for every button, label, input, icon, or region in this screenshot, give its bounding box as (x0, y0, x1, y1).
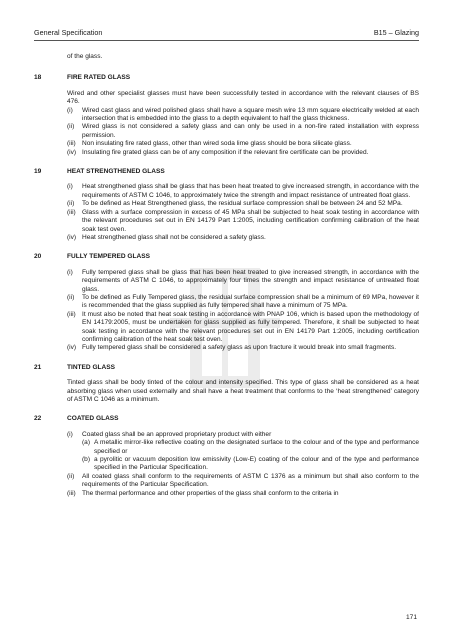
section-title: COATED GLASS (67, 415, 119, 423)
section-title: FIRE RATED GLASS (67, 74, 131, 82)
clause-text: Wired cast glass and wired polished glass shall have a square mesh wire 13 mm square electrically welded at each intersection that is embedded into the glass to a depth equivalent to half the glass thickness. (82, 106, 419, 123)
sub-clause-marker: (b) (82, 456, 91, 464)
clause-body (82, 234, 419, 242)
clause-item (67, 294, 419, 311)
section-number: 22 (34, 415, 42, 423)
clause-marker: (ii) (67, 200, 75, 208)
clause-list (67, 269, 419, 353)
section-heading (34, 74, 419, 82)
clause-list (67, 431, 419, 498)
sub-clause-text: a pyrolitic or vacuum deposition low emissivity (Low-E) coating of the colour and of the type and performance specified in the Particular Specification. (94, 456, 419, 472)
continuation-text: of the glass. (67, 53, 103, 60)
section-number: 18 (34, 74, 42, 82)
clause-marker: (iii) (67, 208, 76, 216)
clause-text: Insulating fire grated glass can be of any composition if the relevant fire certificate can be provided. (82, 148, 369, 156)
header-rule (34, 40, 419, 41)
clause-body (82, 431, 419, 473)
section-20 (34, 253, 419, 352)
section-19 (34, 168, 419, 242)
sub-clause-text: A metallic mirror-like reflective coating on the designated surface to the colour and of the type and performance specified or (94, 439, 419, 455)
document-body (34, 53, 419, 509)
section-paragraph: Tinted glass shall be body tinted of the colour and intensity specified. This type of glass shall be considered as a heat absorbing glass when used externally and shall have a heat treatment that conforms to the ‘heat strengthened’ category of ASTM C 1046 as a minimum. (67, 379, 419, 403)
sub-clause-marker: (a) (82, 439, 91, 447)
section-title: FULLY TEMPERED GLASS (67, 253, 150, 261)
clause-body (82, 344, 419, 352)
clause-item (67, 107, 419, 124)
clause-marker: (iii) (67, 140, 76, 148)
clause-item (67, 123, 419, 140)
clause-marker: (ii) (67, 472, 75, 480)
section-heading (34, 253, 419, 261)
clause-body (82, 107, 419, 124)
clause-text: Wired glass is not considered a safety glass and can only be used in a non-fire rated installation with express permission. (82, 123, 419, 139)
header-left: General Specification (34, 28, 103, 37)
section-22 (34, 415, 419, 498)
clause-marker: (iv) (67, 148, 77, 156)
clause-text: Coated glass shall be an approved proprietary product with either (82, 430, 272, 438)
clause-body (82, 183, 419, 200)
clause-text: The thermal performance and other properties of the glass shall conform to the criteria in (82, 489, 339, 497)
header-right: B15 – Glazing (373, 28, 419, 37)
clause-body (82, 209, 419, 234)
clause-body (82, 294, 419, 311)
clause-list (67, 183, 419, 242)
clause-item (67, 490, 419, 498)
clause-body (82, 149, 419, 157)
section-number: 20 (34, 253, 42, 261)
section-heading (34, 168, 419, 176)
clause-body (82, 140, 419, 148)
section-heading (34, 364, 419, 372)
clause-marker: (iii) (67, 489, 76, 497)
section-heading (34, 415, 419, 423)
clause-item (67, 149, 419, 157)
section-paragraph: Wired and other specialist glasses must have been successfully tested in accordance with the relevant clauses of BS 476. (67, 89, 419, 106)
clause-body (82, 200, 419, 208)
clause-text: Heat strengthened glass shall be glass that has been heat treated to give increased strength, in accordance with the requirements of ASTM C 1046, to approximately twice the strength and impact resistance of untreated float glass. (82, 183, 419, 199)
clause-item (67, 200, 419, 208)
section-21 (34, 364, 419, 405)
clause-text: Glass with a surface compression in excess of 45 MPa shall be subjected to heat soak testing in accordance with the relevant procedures set out in EN 14179 Part 1:2005, including certification confirming calibration of the heat soak test oven. (82, 208, 419, 233)
section-18 (34, 74, 419, 157)
sections-container (34, 74, 419, 498)
clause-item (67, 269, 419, 294)
clause-body (82, 490, 419, 498)
clause-body (82, 269, 419, 294)
section-number: 21 (34, 363, 42, 371)
clause-body (82, 311, 419, 345)
clause-item (67, 431, 419, 473)
clause-marker: (ii) (67, 123, 75, 131)
clause-item (67, 234, 419, 242)
clause-marker: (iii) (67, 310, 76, 318)
clause-text: All coated glass shall conform to the requirements of ASTM C 1376 as a minimum but shall also conform to the requirements of the Particular Specification. (82, 472, 419, 489)
clause-item (67, 473, 419, 490)
sub-clause-item (82, 456, 419, 473)
page-header (34, 28, 419, 40)
clause-body (82, 473, 419, 490)
clause-text: Heat strengthened glass shall not be considered a safety glass. (82, 233, 266, 241)
clause-text: To be defined as Heat Strengthened glass, the residual surface compression shall be between 24 and 52 MPa. (82, 200, 403, 208)
clause-body (82, 123, 419, 140)
clause-text: Fully tempered glass shall be glass that has been heat treated to give increased strength, in accordance with the requirements of ASTM C 1046, to approximately four times the strength and impact resistance of untreated float glass. (82, 268, 419, 293)
clause-item (67, 344, 419, 352)
clause-item (67, 183, 419, 200)
clause-item (67, 140, 419, 148)
sub-clause-item (82, 439, 419, 456)
clause-item (67, 311, 419, 345)
section-title: HEAT STRENGTHENED GLASS (67, 168, 165, 176)
page-number: 171 (405, 614, 417, 621)
clause-marker: (i) (67, 106, 73, 114)
clause-text: To be defined as Fully Tempered glass, the residual surface compression shall be a minimum of 69 MPa, however it is recommended that the glass supplied as fully tempered shall have a minimum of 75 MPa. (82, 293, 419, 310)
section-title: TINTED GLASS (67, 363, 116, 371)
clause-text: Fully tempered glass shall be considered a safety glass as upon fracture it would break into small fragments. (82, 344, 397, 352)
clause-list (67, 107, 419, 157)
clause-marker: (iv) (67, 233, 77, 241)
clause-marker: (ii) (67, 293, 75, 301)
clause-marker: (i) (67, 430, 73, 438)
clause-text: Non insulating fire rated glass, other than wired soda lime glass should be bora silicate glass. (82, 140, 352, 148)
clause-marker: (i) (67, 183, 73, 191)
clause-marker: (i) (67, 268, 73, 276)
clause-text: It must also be noted that heat soak testing in accordance with PNAP 106, which is based upon the methodology of EN 14179:2005, must be undertaken for glass supplied as fully tempered. Therefore, it shall be subjected to heat soak testing in accordance with the relevant procedures set out in EN 14179 Part 1:2005, including certification confirming calibration of the heat soak test oven. (82, 310, 419, 343)
clause-item (67, 209, 419, 234)
clause-marker: (iv) (67, 344, 77, 352)
section-number: 19 (34, 168, 42, 176)
